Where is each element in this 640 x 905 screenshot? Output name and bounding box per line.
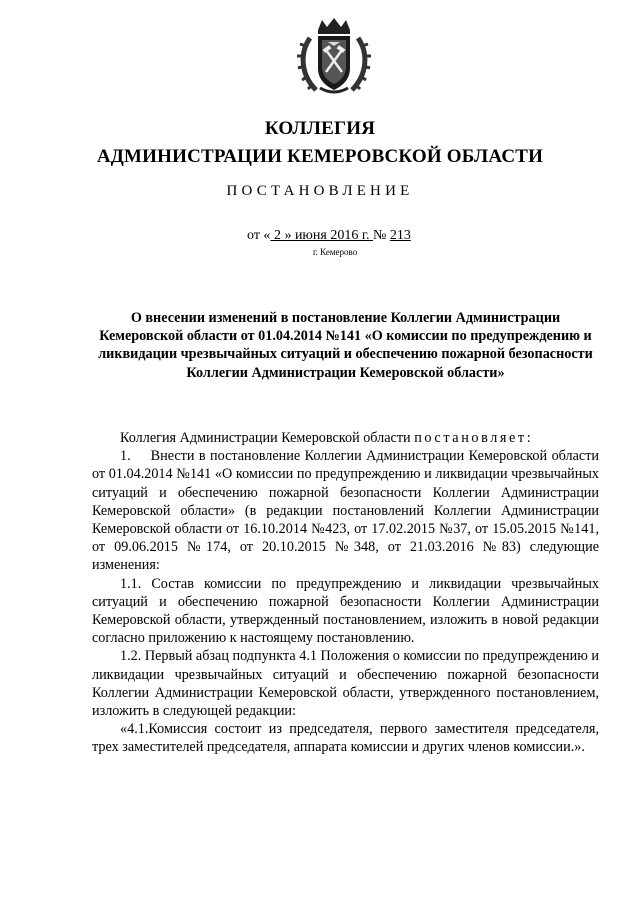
- coat-of-arms-icon: [296, 16, 372, 98]
- number-sign: №: [372, 228, 390, 243]
- paragraph-quote: «4.1.Комиссия состоит из председателя, первого заместителя председателя, трех заместителей председателя, аппарата комиссии и других членов комиссии.».: [92, 721, 599, 756]
- document-city: г. Кемерово: [313, 247, 358, 257]
- document-dateline: [247, 228, 411, 244]
- date-month-year: » июня 2016 г.: [284, 228, 373, 243]
- paragraph-1-text: Внести в постановление Коллегии Администрации Кемеровской области от 01.04.2014 №141 «О комиссии по предупреждению и ликвидации чрезвычайных ситуаций и обеспечению пожарной безопасности Коллегии Администрации Кемеровской области» (в редакции постановлений Коллегии Администрации Кемеровской области от 16.10.2014 №423, от 17.02.2015 №37, от 15.05.2015 №141, от 09.06.2015 №174, от 20.10.2015 №348, от 21.03.2016 №83) следующие изменения:: [92, 448, 599, 574]
- document-type: ПОСТАНОВЛЕНИЕ: [226, 183, 414, 199]
- org-name-line1: КОЛЛЕГИЯ: [264, 118, 376, 139]
- org-name-line2: АДМИНИСТРАЦИИ КЕМЕРОВСКОЙ ОБЛАСТИ: [96, 146, 544, 167]
- date-prefix: от «: [247, 228, 271, 243]
- paragraph-1-1: 1.1. Состав комиссии по предупреждению и ликвидации чрезвычайных ситуаций и обеспечению пожарной безопасности Коллегии Администрации Кемеровской области, утвержденный постановлением, изложить в новой редакции согласно приложению к настоящему постановлению.: [92, 575, 599, 647]
- document-body: [92, 429, 599, 757]
- preamble-verb: постановляет:: [414, 430, 534, 446]
- preamble-paragraph: [92, 429, 599, 447]
- date-day: 2: [270, 228, 285, 243]
- document-number: 213: [389, 228, 411, 243]
- paragraph-1: [92, 447, 599, 574]
- document-title: О внесении изменений в постановление Коллегии Администрации Кемеровской области от 01.04.2014 №141 «О комиссии по предупреждению и ликвидации чрезвычайных ситуаций и обеспечению пожарной безопасности Коллегии Администрации Кемеровской области»: [98, 310, 593, 381]
- preamble-lead: Коллегия Администрации Кемеровской области: [120, 430, 415, 446]
- paragraph-1-2: 1.2. Первый абзац подпункта 4.1 Положения о комиссии по предупреждению и ликвидации чрезвычайных ситуаций и обеспечению пожарной безопасности Коллегии Администрации Кемеровской области, утвержденного постановлением, изложить в следующей редакции:: [92, 648, 599, 720]
- paragraph-1-number: 1.: [120, 448, 131, 465]
